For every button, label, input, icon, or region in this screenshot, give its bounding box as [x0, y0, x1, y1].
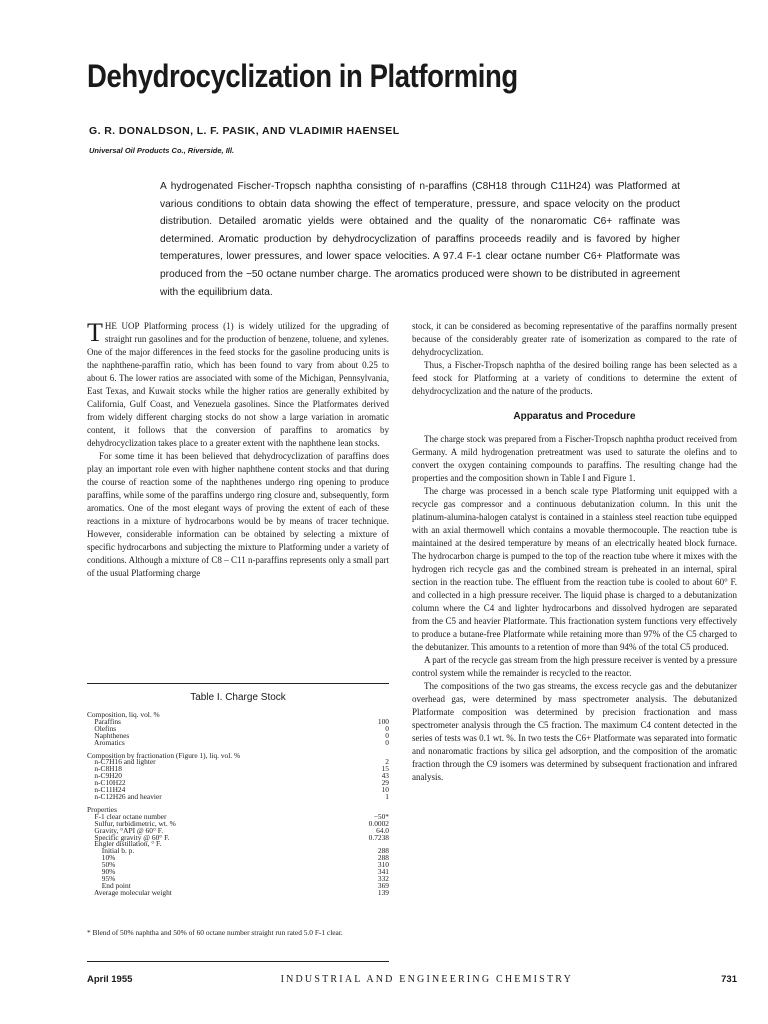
drop-cap: T: [87, 318, 103, 347]
table-row-value: 139: [377, 887, 389, 897]
table-row: [87, 869, 389, 876]
table-row-label: n-C10H22: [87, 778, 126, 788]
body-paragraph: A part of the recycle gas stream from the high pressure receiver is vented by a pressure control system while the remainder is recycled to the reactor.: [412, 655, 737, 678]
table-row-label: Naphthenes: [87, 730, 130, 740]
table-row: [87, 862, 389, 869]
table-row-value: 15: [381, 764, 389, 774]
table-row: [87, 791, 389, 801]
table-row: [87, 716, 389, 726]
table-row-value: [349, 753, 389, 760]
issue-date: April 1955: [87, 974, 133, 985]
table-row-value: 288: [377, 853, 389, 863]
table-row-value: 369: [377, 880, 389, 890]
table-row-value: −50*: [373, 811, 389, 821]
table-row-value: 100: [377, 716, 389, 726]
table-row-value: 310: [377, 860, 389, 870]
body-paragraph: stock, it can be considered as becoming representative of the paraffins normally present because of the considerably greater rate of isomerization as compared to the rate of dehydrocyclization.: [412, 321, 737, 357]
table-row-label: 95%: [87, 873, 116, 883]
table-row-label: 10%: [87, 853, 116, 863]
table-row-value: 341: [377, 867, 389, 877]
table-row-label: Olefins: [87, 723, 117, 733]
table-row-value: 10: [381, 785, 389, 795]
table-row-value: 0: [385, 737, 389, 747]
table-row-label: Properties: [87, 804, 117, 814]
table-row-value: 0: [385, 730, 389, 740]
table-row-label: Initial b. p.: [87, 846, 135, 856]
table-row: [87, 848, 389, 855]
table-row-label: n-C11H24: [87, 785, 126, 795]
table-row-label: Sulfur, turbidimetric, wt. %: [87, 818, 176, 828]
table-row-value: 0.7238: [368, 832, 389, 842]
table-title: Table I. Charge Stock: [190, 692, 286, 703]
table-row-value: 0.0002: [368, 818, 389, 828]
table-row-value: 288: [377, 846, 389, 856]
table-row-label: Composition by fractionation (Figure 1), liq. vol. %: [87, 750, 241, 760]
table-row-label: Engler distillation, ° F.: [87, 839, 162, 849]
intro-paragraph: [87, 320, 389, 450]
table-row: [87, 887, 389, 897]
table-row-label: Composition, liq. vol. %: [87, 710, 160, 719]
table-top-rule: [87, 683, 389, 684]
table-row: [87, 737, 389, 747]
table-row-label: Paraffins: [87, 716, 121, 726]
table-row-value: 64.0: [376, 825, 389, 835]
table-footnote: * Blend of 50% naphtha and 50% of 60 octane number straight run rated 5.0 F-1 clear.: [87, 928, 343, 937]
table-row-label: Average molecular weight: [87, 887, 172, 897]
abstract: A hydrogenated Fischer-Tropsch naphtha consisting of n-paraffins (C8H18 through C11H24) was Platformed at various conditions to obtain data showing the effect of temperature, pressure, and space velocity on the product distribution. Detailed aromatic yields were obtained and the quality of the nonaromatic C6+ raffinate was determined. Aromatic production by dehydrocyclization of paraffins proceeds readily and is favored by higher temperatures, lower pressures, and lower space velocities. A 97.4 F-1 clear octane number C6+ Platformate was produced from the −50 octane number charge. The aromatics produced were shown to be distributed in agreement with the equilibrium data.: [160, 181, 680, 298]
intro-text: HE UOP Platforming process (1) is widely utilized for the upgrading of straight run gasolines and for the production of benzene, toluene, and xylenes. One of the major differences in the feed stocks for the gasoline producing units is the naphthene-paraffin ratio, which has been found to vary from about 0.25 to about 6. The lower ratios are associated with some of the Michigan, Pennsylvania, East Texas, and Kuwait stocks while the higher ratios are generally exhibited by California, Gulf Coast, and Venezuela gasolines. Since the Platformates derived from widely different charging stocks do not show a large variation in aromatic content, it follows that the conversion of paraffins to aromatics by dehydrocyclization takes place to a greater extent with the naphthene lean stocks.: [87, 321, 389, 448]
table-row-value: 1: [385, 791, 389, 801]
body-paragraph: The compositions of the two gas streams, the excess recycle gas and the debutanizer overhead gas, were determined by mass spectrometer analysis. The debutanized Platformate composition was determined by precision fractionation and mass spectrometer analysis through the C5 fraction. The maximum C4 content detected in the series of tests was 0.1 wt. %. In two tests the C6+ Platformate was separated into formatic and nonaromatic fractions by silica gel adsorption, and the composition of the aromatic fraction through the C9 isomers was determined by subsequent fractionation and infrared analysis.: [412, 681, 737, 782]
table-row-label: Aromatics: [87, 737, 125, 747]
table-row-label: 50%: [87, 860, 116, 870]
section-heading: Apparatus and Procedure: [513, 411, 636, 422]
authors: G. R. DONALDSON, L. F. PASIK, AND VLADIMIR HAENSEL: [89, 125, 400, 137]
table-row-label: n-C9H20: [87, 771, 122, 781]
body-paragraph: The charge stock was prepared from a Fischer-Tropsch naphtha product received from Germany. A mild hydrogenation pretreatment was used to saturate the olefins and to convert the oxygen containing compounds to paraffins. The resulting change had the properties and the composition shown in Table I and Figure 1.: [412, 434, 737, 483]
table-row-label: F-1 clear octane number: [87, 811, 167, 821]
affiliation: Universal Oil Products Co., Riverside, Ill.: [89, 146, 235, 155]
page-footer: [87, 974, 737, 985]
table-row: [87, 730, 389, 740]
journal-name: INDUSTRIAL AND ENGINEERING CHEMISTRY: [280, 974, 573, 985]
table-row-label: n-C8H18: [87, 764, 122, 774]
left-column: [87, 320, 389, 580]
table-row: [87, 766, 389, 773]
table-row: [87, 855, 389, 862]
table-row-value: 332: [377, 873, 389, 883]
table-row-value: 43: [381, 771, 389, 781]
table-bottom-rule: [87, 961, 389, 962]
body-paragraph: For some time it has been believed that dehydrocyclization of paraffins does play an important role even with higher naphthene content stocks and that during the course of reaction some of the naphthenes undergo ring opening to produce paraffins, while some of the paraffins undergo ring closure and, subsequently, form aromatics. One of the most elegant ways of proving the extent of each of these reactions in a mixture of hydrocarbons would be by means of tracer technique. However, considerable information can be obtained by selecting a mixture of specific hydrocarbons and subjecting the mixture to Platforming under a variety of conditions. Although a mixture of C8 – C11 n-paraffins represents only a small part of the usual Platforming charge: [87, 451, 389, 578]
table-row: [87, 773, 389, 780]
article-title: Dehydrocyclization in Platforming: [87, 58, 518, 94]
table-row: [87, 873, 389, 883]
table-row-label: End point: [87, 880, 131, 890]
right-column: [412, 320, 737, 784]
table-row-label: n-C7H16 and lighter: [87, 757, 156, 767]
table-row-value: 0: [385, 723, 389, 733]
table-row-value: 29: [381, 778, 389, 788]
table-row: [87, 712, 389, 719]
table-row: [87, 759, 389, 766]
table-row: [87, 780, 389, 787]
table-row-label: Specific gravity @ 60° F.: [87, 832, 170, 842]
charge-stock-table: [87, 712, 389, 897]
page-number: 731: [721, 974, 737, 985]
body-paragraph: The charge was processed in a bench scale type Platforming unit equipped with a recycle gas compressor and a continuous debutanization column. In this unit the platinum-alumina-halogen catalyst is contained in a stainless steel reaction tube equipped with an axial thermowell which contains a movable thermocouple. The reaction tube is maintained at the desired temperature by means of an electrically heated block furnace. The hydrocarbon charge is pumped to the top of the reaction tube where it mixes with the hydrogen rich recycle gas and the combined stream is preheated in an internal, spiral section in the reaction tube. The effluent from the reaction tube is cooled to about 60° F. and collected in a high pressure receiver. The liquid phase is charged to a debutanization column where the C4 and lighter hydrocarbons and dissolved hydrogen are separated from the C5 and heavier Platformate. This fractionation system functions very effectively to produce a butane-free Platformate while retaining more than 97% of the C5 charged to the debutanizer. This amounts to a retention of more than 94% of the total C5 produced.: [412, 486, 737, 652]
table-row-label: n-C12H26 and heavier: [87, 791, 162, 801]
table-row: [87, 723, 389, 733]
table-row-value: 2: [385, 757, 389, 767]
body-paragraph: Thus, a Fischer-Tropsch naphtha of the desired boiling range has been selected as a feed stock for Platforming at a variety of conditions to determine the extent of dehydrocyclization and the nature of the products.: [412, 360, 737, 396]
table-row-label: 90%: [87, 867, 116, 877]
table-row-label: Gravity, °API @ 60° F.: [87, 825, 164, 835]
